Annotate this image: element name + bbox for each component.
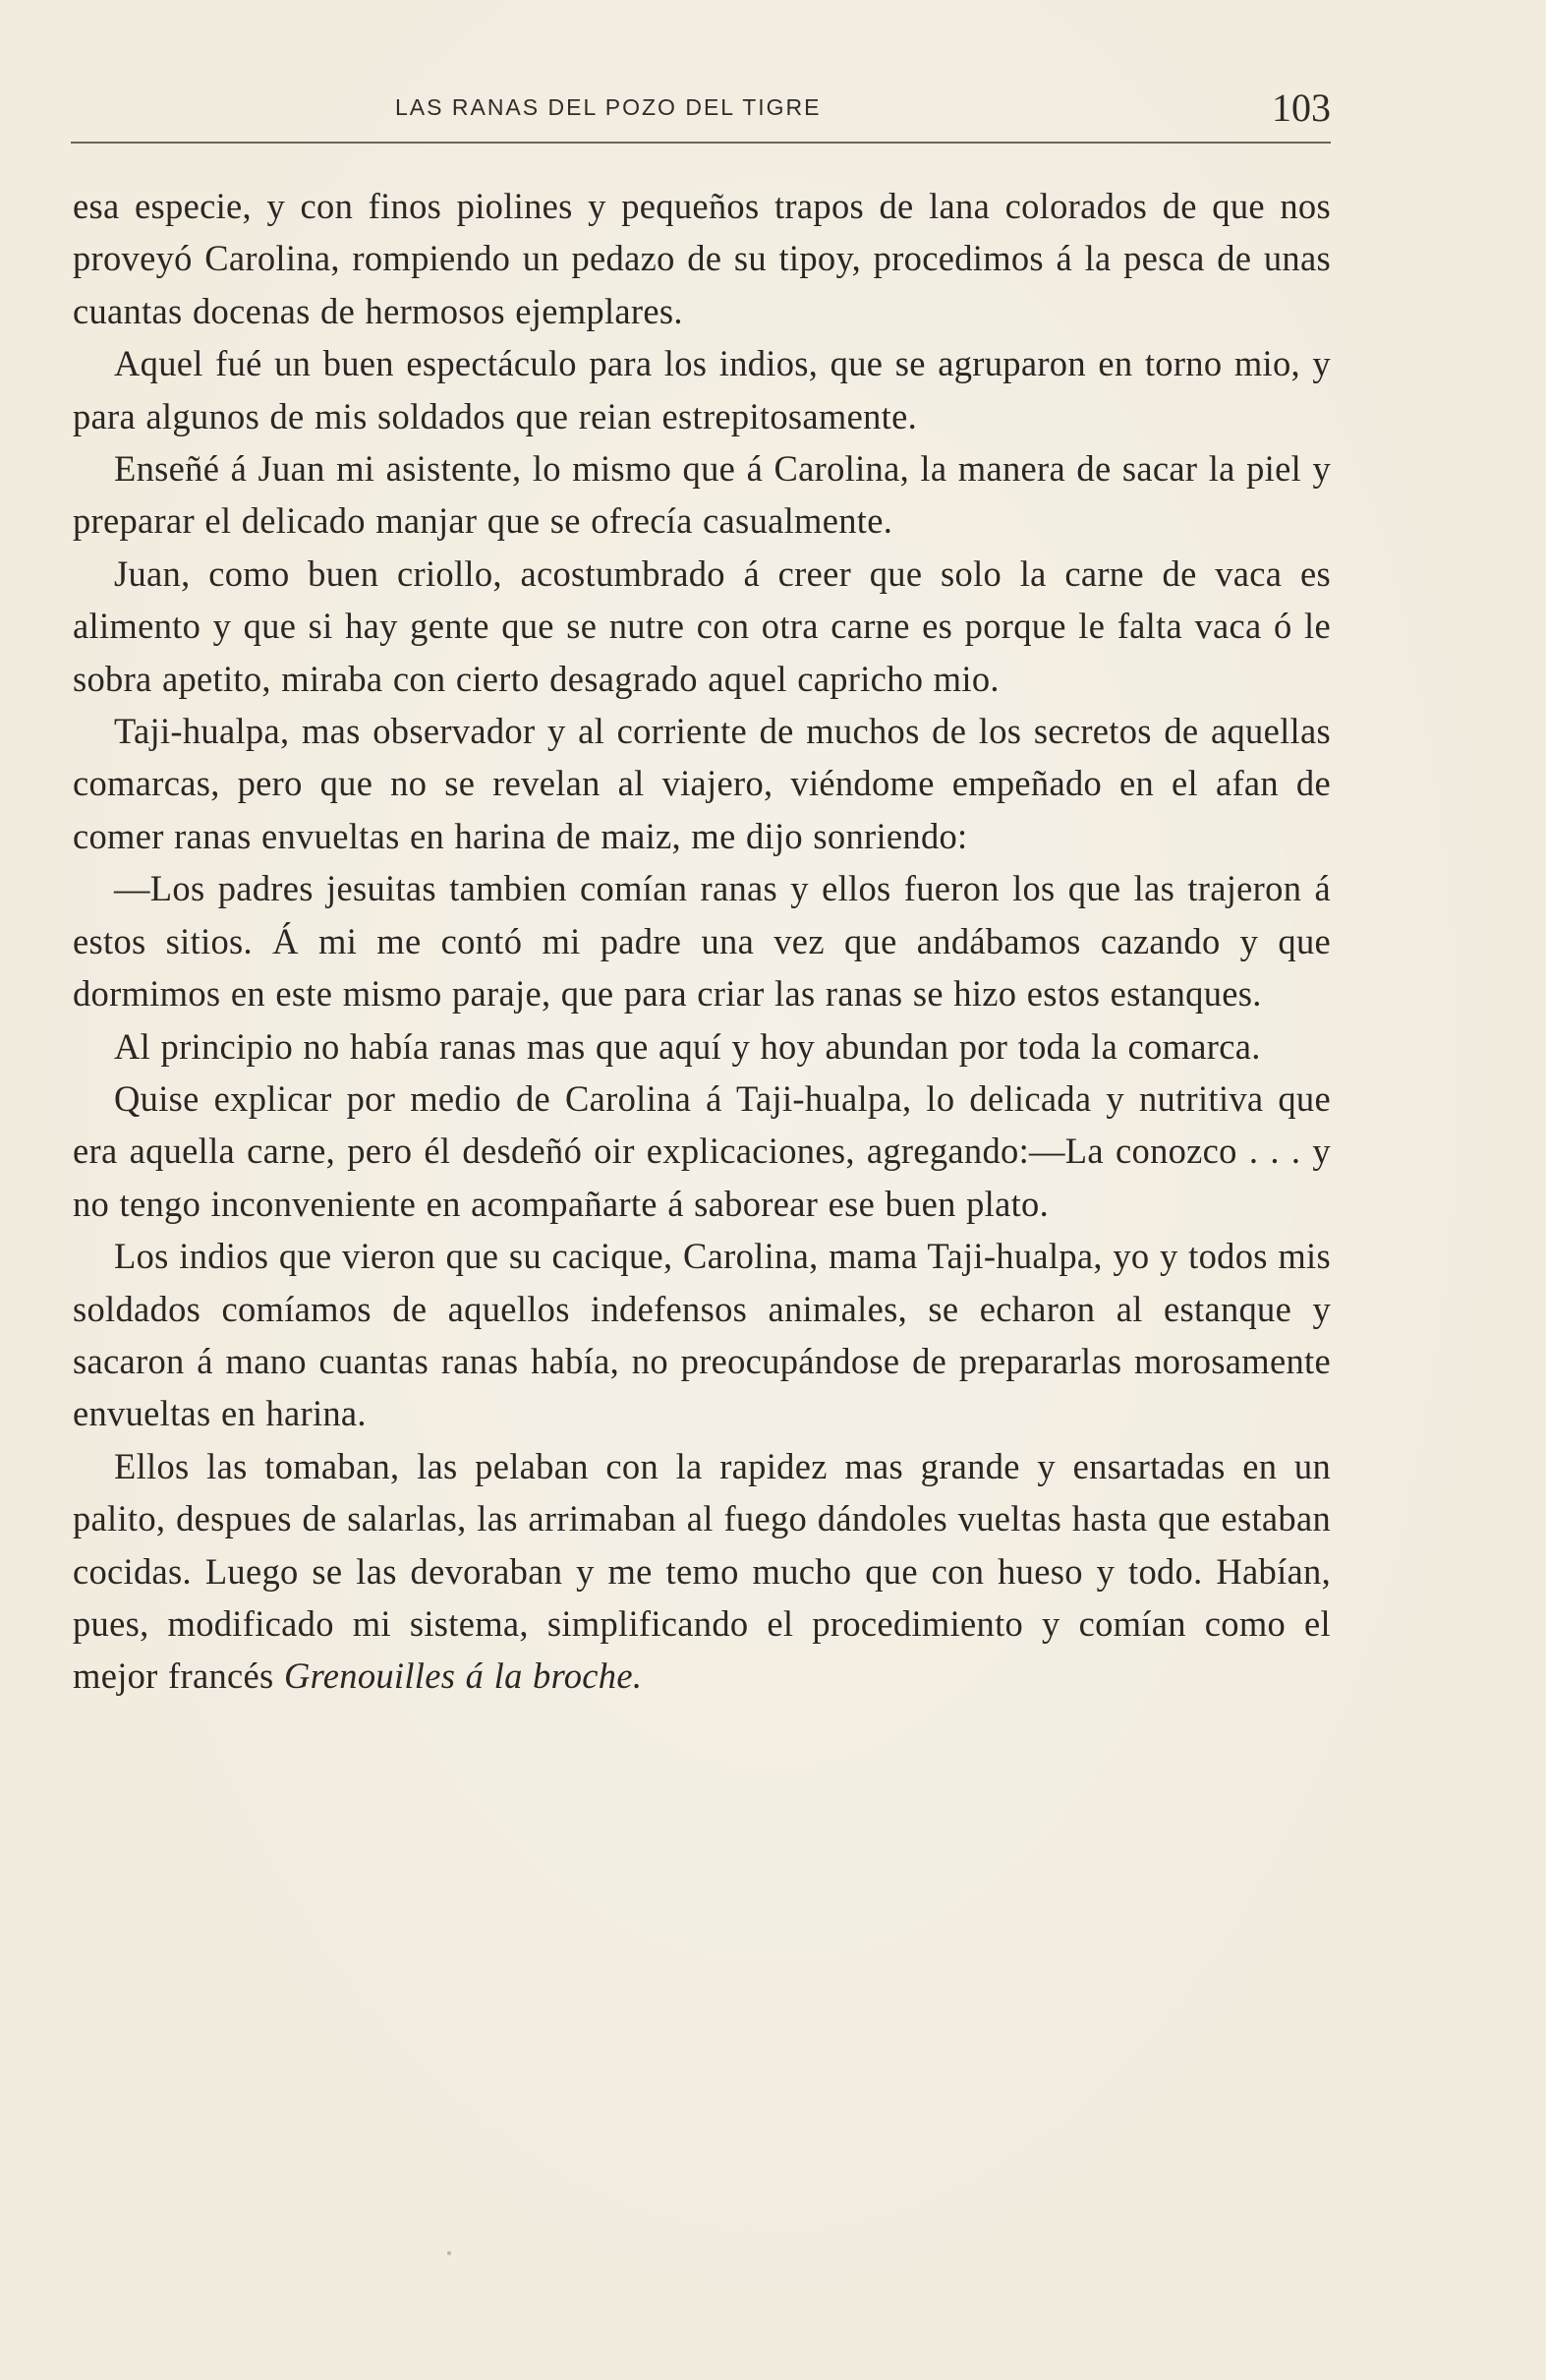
- running-header: [71, 86, 1331, 144]
- italic-phrase: Grenouilles á la broche.: [283, 1655, 643, 1697]
- paragraph: Los indios que vieron que su cacique, Carolina, mama Taji-hualpa, yo y todos mis soldados comíamos de aquellos indefensos animales, se echaron al estanque y sacaron á mano cuantas ranas había, no preocupándose de prepararlas morosamente envueltas en harina.: [73, 1236, 1331, 1434]
- page-number: 103: [1272, 86, 1331, 130]
- final-paragraph: [73, 1440, 1331, 1703]
- paper-speck: [447, 2251, 451, 2255]
- paragraph: Al principio no había ranas mas que aquí y hoy abundan por toda la comarca.: [114, 1025, 1261, 1067]
- paragraph: esa especie, y con finos piolines y pequeños trapos de lana colorados de que nos proveyó Carolina, rompiendo un pedazo de su tipoy, procedimos á la pesca de unas cuantas docenas de hermosos ejemplares.: [73, 186, 1331, 331]
- paragraph: Taji-hualpa, mas observador y al corriente de muchos de los secretos de aquellas comarcas, pero que no se revelan al viajero, viéndome empeñado en el afan de comer ranas envueltas en harina de maiz, me dijo sonriendo:: [73, 711, 1331, 856]
- paragraph: Juan, como buen criollo, acostumbrado á creer que solo la carne de vaca es alimento y que si hay gente que se nutre con otra carne es porque le falta vaca ó le sobra apetito, miraba con cierto desagrado aquel capricho mio.: [73, 552, 1331, 699]
- body-text: [73, 180, 1331, 1703]
- paragraph: Aquel fué un buen espectáculo para los indios, que se agruparon en torno mio, y para algunos de mis soldados que reian estrepitosamente.: [73, 343, 1331, 436]
- paragraph-text: Ellos las tomaban, las pelaban con la rapidez mas grande y ensartadas en un palito, despues de salarlas, las arrimaban al fuego dándoles vueltas hasta que estaban cocidas. Luego se las devoraban y me temo mucho que con hueso y todo. Habían, pues, modificado mi sistema, simplificando el procedimiento y comían como el mejor francés: [73, 1445, 1331, 1697]
- paragraph: Enseñé á Juan mi asistente, lo mismo que á Carolina, la manera de sacar la piel y preparar el delicado manjar que se ofrecía casualmente.: [73, 448, 1331, 542]
- dialogue-paragraph: —Los padres jesuitas tambien comían ranas y ellos fueron los que las trajeron á estos sitios. Á mi me contó mi padre una vez que andábamos cazando y que dormimos en este mismo paraje, que para criar las ranas se hizo estos estanques.: [73, 868, 1331, 1015]
- running-title: LAS RANAS DEL POZO DEL TIGRE: [395, 94, 822, 120]
- paragraph: Quise explicar por medio de Carolina á Taji-hualpa, lo delicada y nutritiva que era aquella carne, pero él desdeñó oir explicaciones, agregando:—La conozco . . . y no tengo inconveniente en acompañarte á saborear ese buen plato.: [73, 1077, 1331, 1224]
